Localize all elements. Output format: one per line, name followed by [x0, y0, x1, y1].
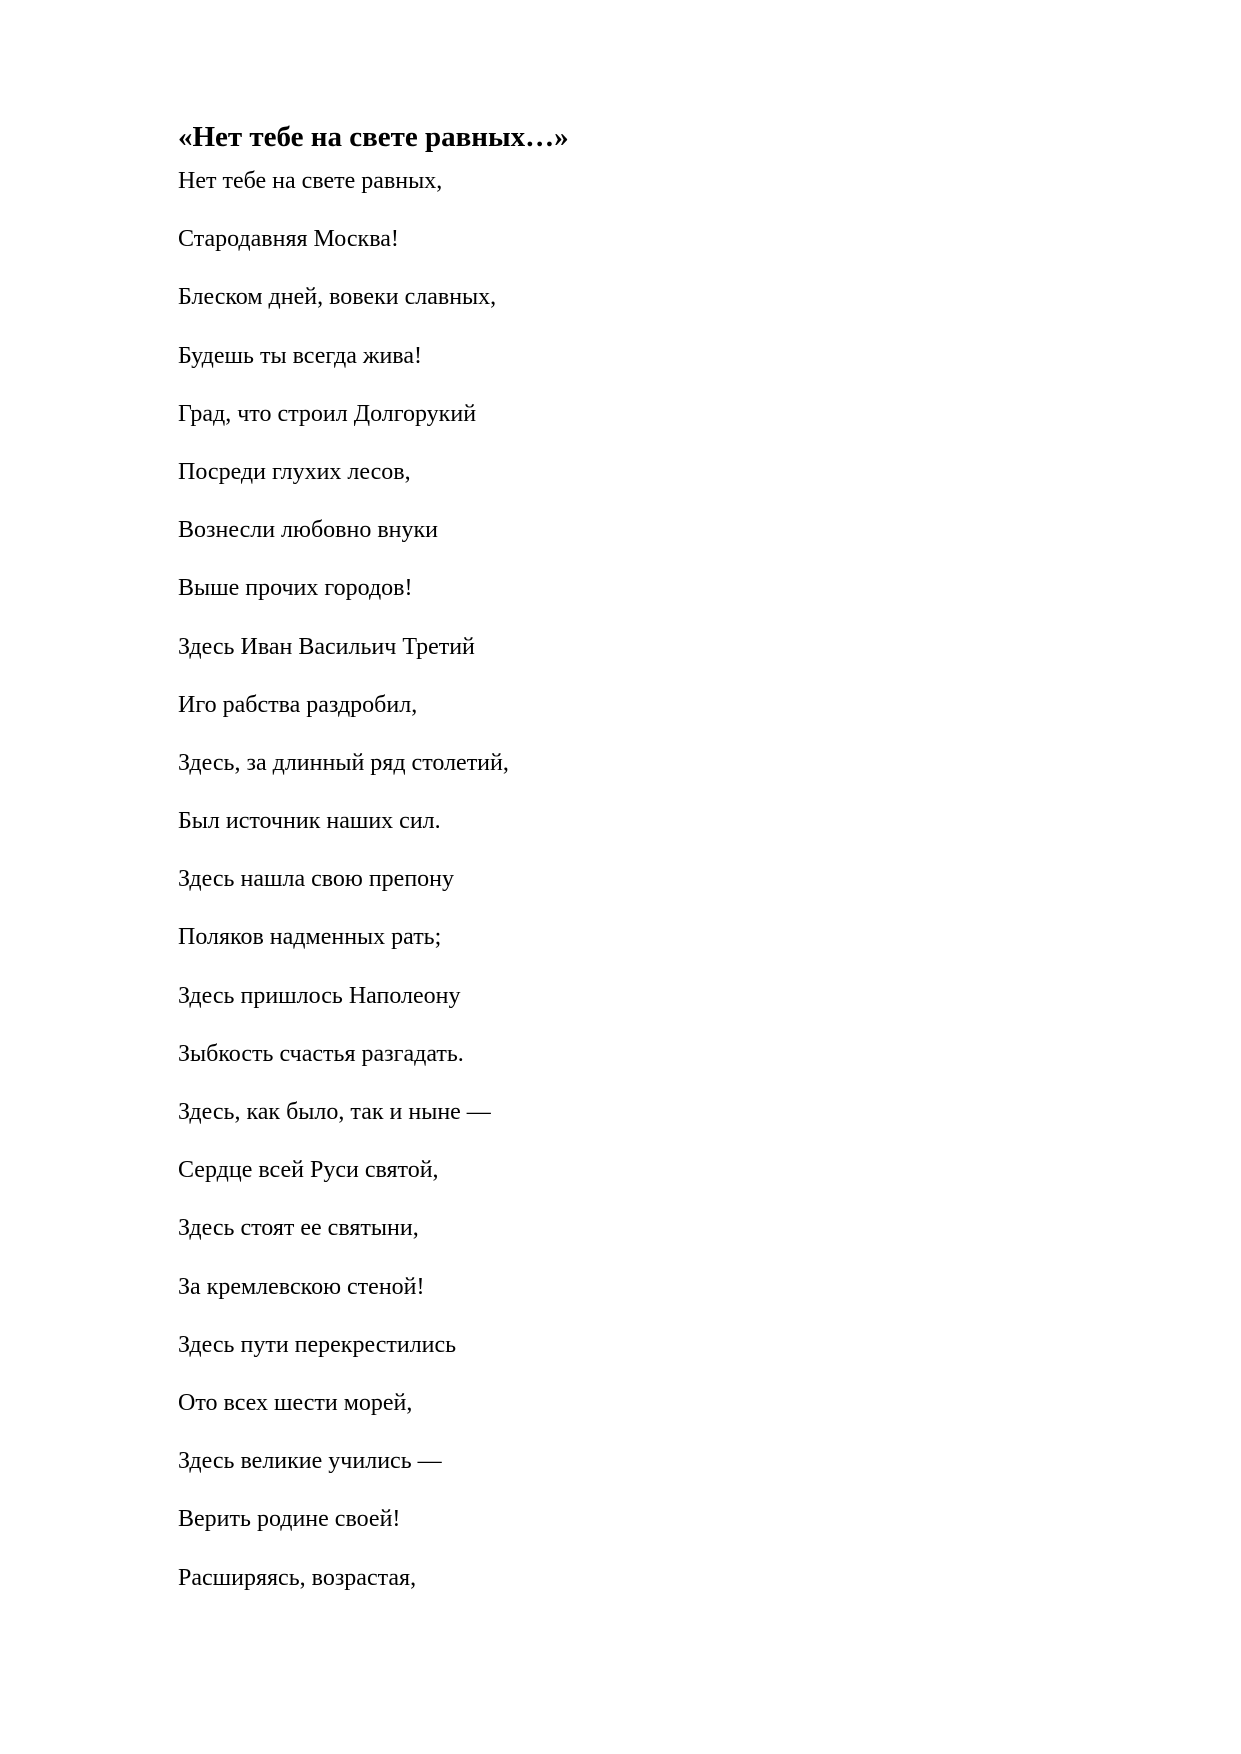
poem-line: Был источник наших сил.: [178, 808, 441, 835]
poem-line: Вознесли любовно внуки: [178, 517, 439, 544]
poem-line: Здесь пришлось Наполеону: [178, 982, 461, 1009]
poem-line: Сердце всей Руси святой,: [178, 1157, 439, 1184]
poem-container: [178, 116, 1078, 1617]
poem-line: Посреди глухих лесов,: [178, 458, 411, 485]
poem-line: Расширяясь, возрастая,: [178, 1564, 417, 1591]
poem-line: За кремлевскою стеной!: [178, 1273, 425, 1300]
poem-line: Блеском дней, вовеки славных,: [178, 284, 497, 311]
poem-line: Иго рабства раздробил,: [178, 691, 418, 718]
poem-line: Здесь Иван Васильич Третий: [178, 633, 475, 660]
poem-line: Зыбкость счастья разгадать.: [178, 1040, 464, 1067]
poem-line: Здесь великие учились —: [178, 1448, 442, 1475]
poem-line: Поляков надменных рать;: [178, 924, 442, 951]
poem-line: Здесь стоят ее святыни,: [178, 1215, 419, 1242]
poem-line: Град, что строил Долгорукий: [178, 400, 477, 427]
poem-line: Верить родине своей!: [178, 1506, 401, 1533]
poem-line: Ото всех шести морей,: [178, 1389, 413, 1416]
poem-line: Здесь, как было, так и ныне —: [178, 1099, 491, 1125]
poem-line: Здесь нашла свою препону: [178, 866, 455, 893]
poem-line: Будешь ты всегда жива!: [178, 342, 422, 369]
poem-line: Здесь, за длинный ряд столетий,: [178, 749, 509, 776]
poem-body: [178, 162, 1078, 1617]
poem-line: Выше прочих городов!: [178, 575, 413, 602]
poem-line: Стародавняя Москва!: [178, 226, 399, 253]
poem-line: Здесь пути перекрестились: [178, 1331, 457, 1358]
poem-line: Нет тебе на свете равных,: [178, 168, 443, 194]
poem-title: «Нет тебе на свете равных…»: [178, 121, 569, 153]
